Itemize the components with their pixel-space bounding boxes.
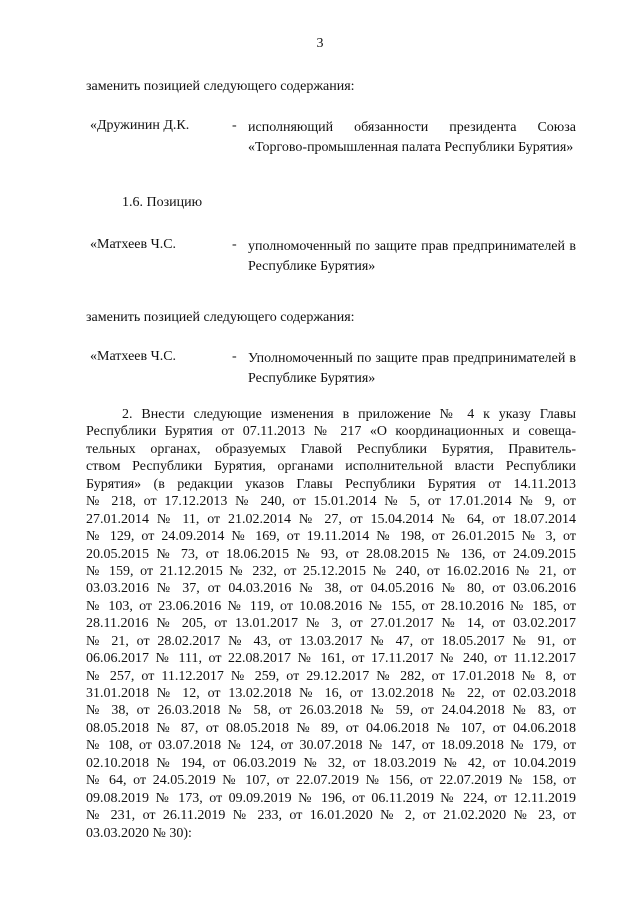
entry-druzhinin [86,118,576,158]
paragraph-line: 27.01.2014 № 11, от 21.02.2014 № 27, от 15.04.2014 № 64, от 18.07.2014 [86,511,576,527]
paragraph-line: № 257, от 11.12.2017 № 259, от 29.12.2017 № 282, от 17.01.2018 № 8, от [86,668,576,684]
entry-dash: - [232,237,237,252]
entry-description: исполняющий обязанности президента Союза «Торгово-промышленная палата Республики Бурятия» [248,120,576,155]
paragraph-line: № 231, от 26.11.2019 № 233, от 16.01.2020 № 2, от 21.02.2020 № 23, от [86,808,576,824]
paragraph-line: 06.06.2017 № 111, от 22.08.2017 № 161, от 17.11.2017 № 240, от 11.12.2017 [86,651,576,667]
page-number: 3 [316,36,324,51]
paragraph-line: 03.03.2020 № 30): [86,825,192,841]
entry-dash: - [232,349,237,364]
entry-name: «Матхеев Ч.С. [90,237,177,252]
paragraph-line: № 103, от 23.06.2016 № 119, от 10.08.2016 № 155, от 28.10.2016 № 185, от [86,598,576,614]
paragraph-line: Бурятия» (в редакции указов Главы Республики Бурятия от 14.11.2013 [86,476,576,492]
paragraph-line: 2. Внести следующие изменения в приложение № 4 к указу Главы [122,407,576,422]
paragraph-line: № 38, от 26.03.2018 № 58, от 26.03.2018 № 59, от 24.04.2018 № 83, от [86,703,576,719]
entry-description: уполномоченный по защите прав предпринимателей в Республике Бурятия» [248,239,576,274]
paragraph-line: тельных органах, образуемых Главой Республики Бурятия, Правитель- [86,441,576,457]
paragraph-line: № 21, от 28.02.2017 № 43, от 13.03.2017 № 47, от 18.05.2017 № 91, от [86,633,576,649]
paragraph-line: 02.10.2018 № 194, от 06.03.2019 № 32, от 18.03.2019 № 42, от 10.04.2019 [86,755,576,771]
paragraph-line: № 129, от 24.09.2014 № 169, от 19.11.2014 № 198, от 26.01.2015 № 3, от [86,529,576,545]
paragraph-line: 20.05.2015 № 73, от 18.06.2015 № 93, от 28.08.2015 № 136, от 24.09.2015 [86,546,576,562]
paragraph-line: 28.11.2016 № 205, от 13.01.2017 № 3, от 27.01.2017 № 14, от 03.02.2017 [86,616,576,632]
paragraph-2-amendments [86,406,576,842]
replace-instruction-2: заменить позицией следующего содержания: [86,310,355,325]
paragraph-line: 31.01.2018 № 12, от 13.02.2018 № 16, от 13.02.2018 № 22, от 02.03.2018 [86,686,576,701]
paragraph-line: Республики Бурятия от 07.11.2013 № 217 «О координационных и совеща- [86,424,576,440]
paragraph-line: № 64, от 24.05.2019 № 107, от 22.07.2019 № 156, от 22.07.2019 № 158, от [86,773,576,789]
entry-matkheev-new [86,349,576,389]
paragraph-line: 08.05.2018 № 87, от 08.05.2018 № 89, от 04.06.2018 № 107, от 04.06.2018 [86,720,576,736]
paragraph-line: 09.08.2019 № 173, от 09.09.2019 № 196, от 06.11.2019 № 224, от 12.11.2019 [86,790,576,806]
paragraph-line: № 159, от 21.12.2015 № 232, от 25.12.2015 № 240, от 16.02.2016 № 21, от [86,563,576,579]
entry-dash: - [232,118,237,133]
paragraph-line: 03.03.2016 № 37, от 04.03.2016 № 38, от 04.05.2016 № 80, от 03.06.2016 [86,581,576,597]
item-1-6: 1.6. Позицию [122,195,203,210]
entry-description: Уполномоченный по защите прав предпринимателей в Республике Бурятия» [248,351,576,386]
paragraph-line: № 108, от 03.07.2018 № 124, от 30.07.2018 № 147, от 18.09.2018 № 179, от [86,738,576,754]
entry-name: «Дружинин Д.К. [90,118,190,133]
paragraph-line: № 218, от 17.12.2013 № 240, от 15.01.2014 № 5, от 17.01.2014 № 9, от [86,494,576,510]
entry-name: «Матхеев Ч.С. [90,349,177,364]
paragraph-line: ством Республики Бурятия, органами исполнительной власти Республики [86,459,576,475]
entry-matkheev-old [86,237,576,277]
replace-instruction-1: заменить позицией следующего содержания: [86,79,355,94]
